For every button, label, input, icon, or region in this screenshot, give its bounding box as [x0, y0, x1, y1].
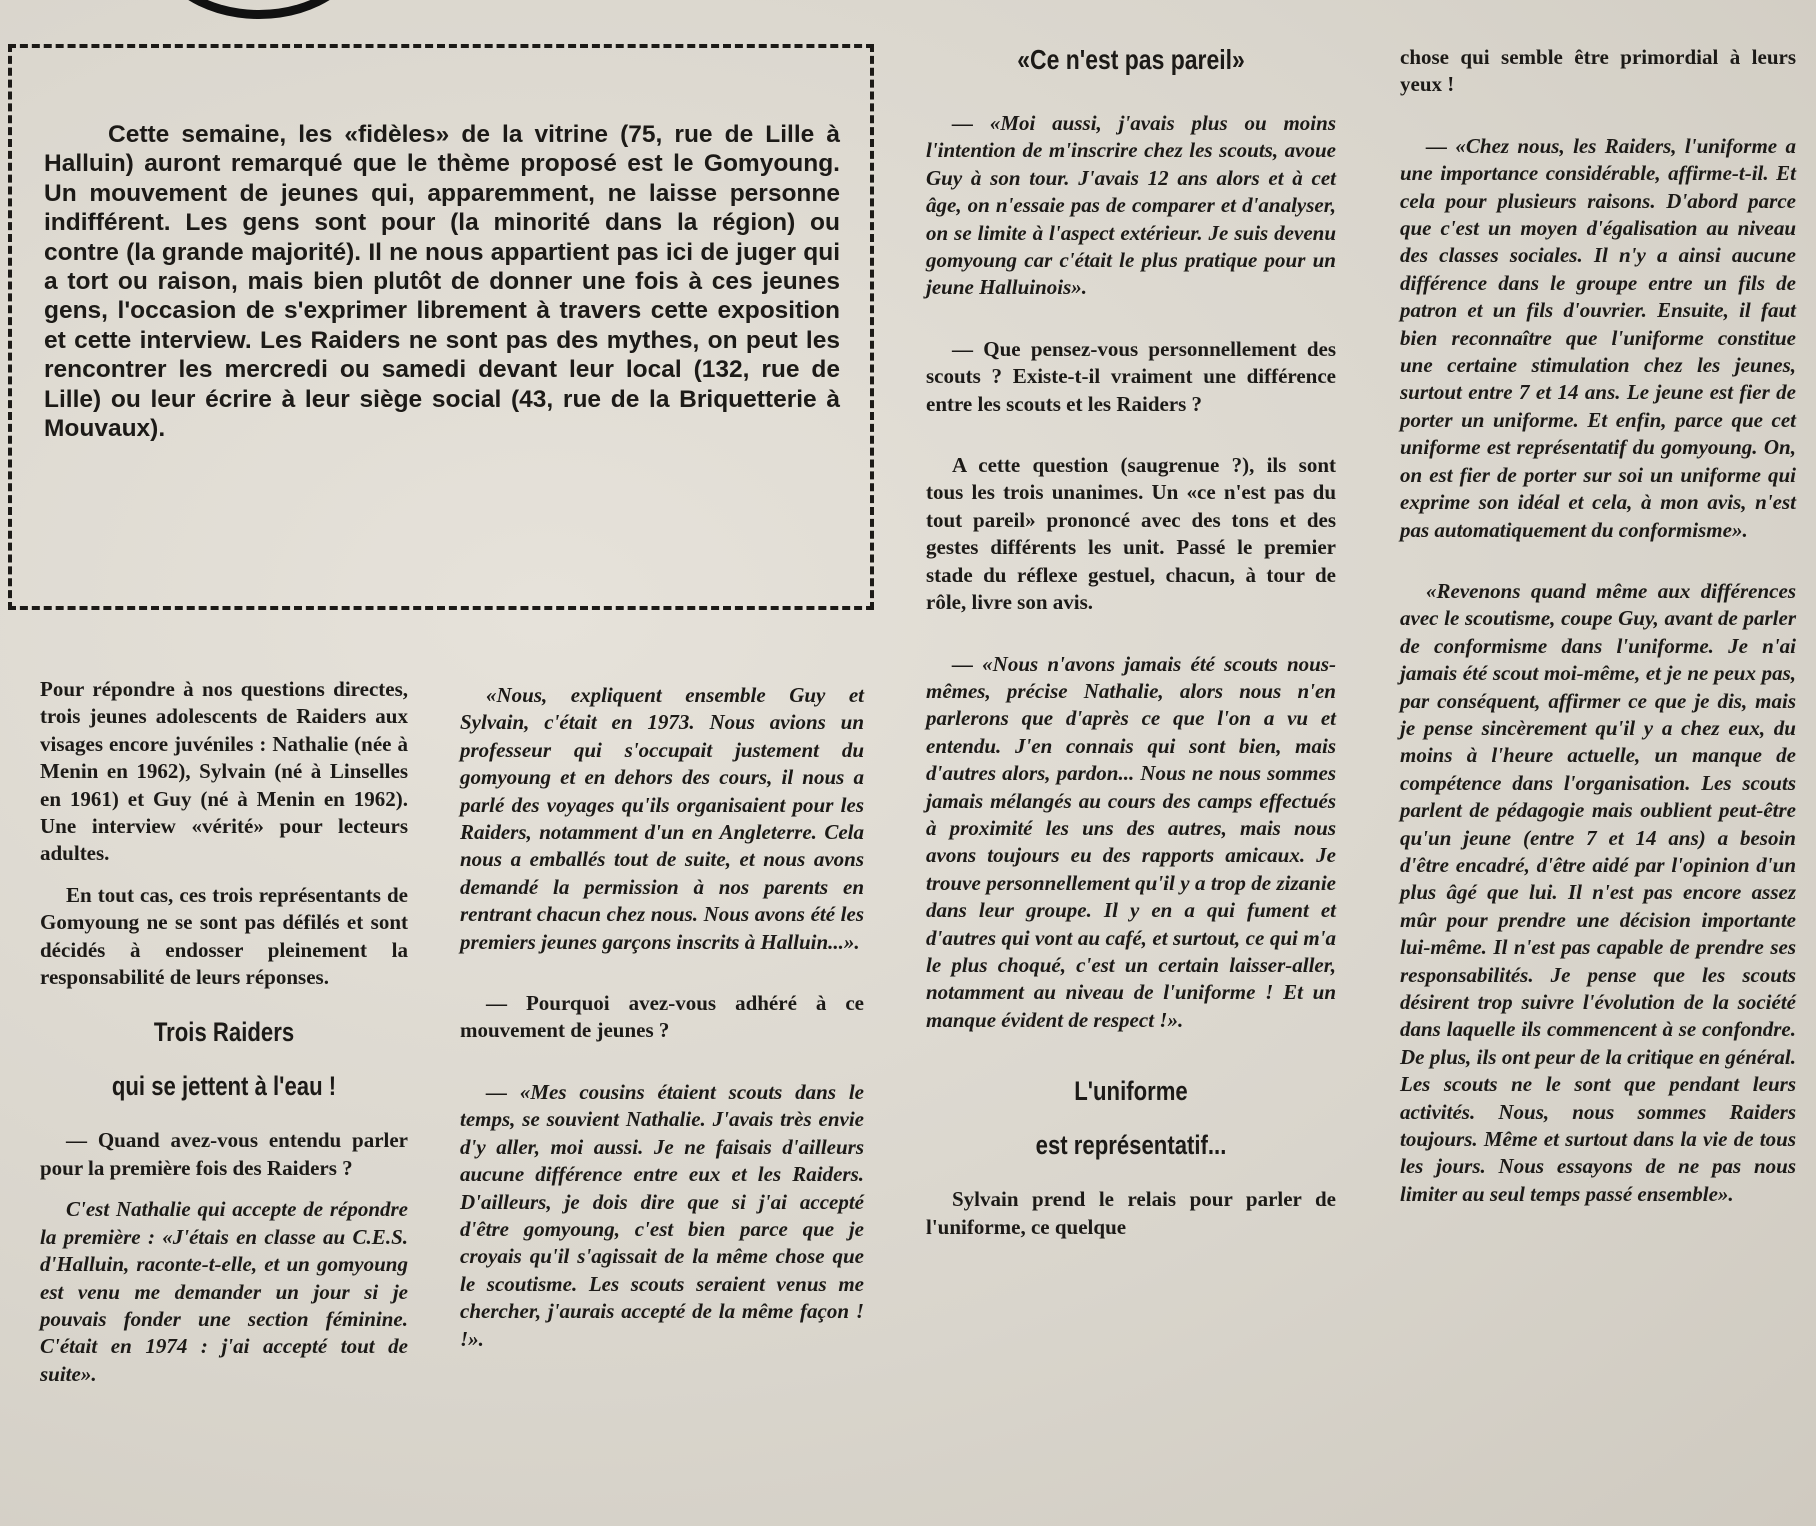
col4-paragraph-0: chose qui semble être primordial à leurs yeux !: [1400, 45, 1796, 97]
col3-question-3: — Que pensez-vous personnellement des scouts ? Existe-t-il vraiment une différence entre les scouts et les Raiders ?: [926, 336, 1336, 416]
col3-heading-2-line-2: est représentatif...: [1035, 1130, 1227, 1161]
col3-paragraph-4: Sylvain prend le relais pour parler de l'uniforme, ce quelque: [926, 1187, 1336, 1239]
column-2: [460, 682, 864, 1367]
col2-paragraph-1: «Nous, expliquent ensemble Guy et Sylvain, c'était en 1973. Nous avions un professeur qui s'occupait justement du gomyoung et en dehors des cours, il nous a parlé des voyages qu'ils organisaient pour les Raiders, notamment d'un en Angleterre. Cela nous a emballés tout de suite, et nous avons demandé la permission à nos parents en rentrant chacun chez nous. Nous avons été les premiers jeunes garçons inscrits à Halluin...».: [460, 683, 864, 954]
col3-heading-2-line-1: L'uniforme: [1074, 1076, 1188, 1107]
intro-paragraph: Cette semaine, les «fidèles» de la vitrine (75, rue de Lille à Halluin) auront remarqué que le thème proposé est le Gomyoung. Un mouvement de jeunes qui, apparemment, ne laisse personne indifférent. Les gens sont pour (la minorité dans la région) ou contre (la grande majorité). Il ne nous appartient pas ici de juger qui a tort ou raison, mais bien plutôt de donner une fois à ces jeunes gens, l'occasion de s'exprimer librement à travers cette exposition et cette interview. Les Raiders ne sont pas des mythes, on peut les rencontrer les mercredi ou samedi devant leur local (132, rue de Lille) ou leur écrire à leur siège social (43, rue de la Briquetterie à Mouvaux).: [44, 121, 840, 443]
col3-paragraph-2: A cette question (saugrenue ?), ils sont tous les trois unanimes. Un «ce n'est pas du tout pareil» prononcé avec des tons et des gestes différents les unit. Passé le premier stade du réflexe gestuel, chacun, à tour de rôle, livre son avis.: [926, 453, 1336, 615]
col3-paragraph-3: — «Nous n'avons jamais été scouts nous-mêmes, précise Nathalie, alors nous n'en parlerons que d'après ce que l'on a vu et entendu. J'en connais qui sont bien, mais d'autres alors, pardon... Nous ne nous sommes jamais mélangés au cours des camps effectués à proximité les uns des autres, mais nous avons toujours eu des rapports amicaux. Je trouve personnellement qu'il y a trop de zizanie dans leur groupe. Il y en a qui fument et d'autres qui vont au café, et surtout, ce qui m'a le plus choqué, c'est un certain laisser-aller, notamment au niveau de l'uniforme ! Et un manque évident de respect !».: [926, 651, 1336, 1032]
col2-paragraph-2: — «Mes cousins étaient scouts dans le temps, se souvient Nathalie. J'avais très envie d'y aller, moi aussi. Je ne faisais d'ailleurs aucune différence entre eux et les Raiders. D'ailleurs, je dois dire que si j'ai accepté d'être gomyoung, c'est bien parce que je croyais qu'il s'agissait de la même chose que le scoutisme. Les scouts seraient venus me chercher, j'aurais accepté de la même façon ! !».: [460, 1079, 864, 1351]
col1-paragraph-1: Pour répondre à nos questions directes, trois jeunes adolescents de Raiders aux visages encore juvéniles : Nathalie (née à Menin en 1962), Sylvain (né à Linselles en 1961) et Guy (né à Menin en 1962). Une interview «vérité» pour lecteurs adultes.: [40, 677, 408, 866]
column-1: [40, 676, 408, 1402]
col4-paragraph-1: — «Chez nous, les Raiders, l'uniforme a une importance considérable, affirme-t-il. Et cela pour plusieurs raisons. D'abord parce que c'est un moyen d'égalisation au niveau des classes sociales. Il n'y a ainsi aucune différence dans le groupe entre un fils de patron et un fils d'ouvrier. Ensuite, il faut bien reconnaître que l'uniforme constitue une certaine stimulation chez les jeunes, surtout entre 7 et 14 ans. Le jeune est fier de porter un uniforme. Et enfin, parce que cet uniforme est représentatif du gomyoung. On, on est fier de porter sur soi un uniforme qui exprime son idéal et cela, à mon avis, n'est pas automatiquement du conformisme».: [1400, 133, 1796, 542]
col3-heading: «Ce n'est pas pareil»: [1017, 44, 1245, 75]
col1-heading: [73, 1005, 375, 1113]
col3-paragraph-1: — «Moi aussi, j'avais plus ou moins l'intention de m'inscrire chez les scouts, avoue Guy à son tour. J'avais 12 ans alors et à cet âge, on n'essaie pas de comparer et d'analyser, on se limite à l'aspect extérieur. Je suis devenu gomyoung car c'était le plus pratique pour un jeune Halluinois».: [926, 111, 1336, 300]
col1-paragraph-2: En tout cas, ces trois représentants de Gomyoung ne se sont pas défilés et sont décidés à endosser pleinement la responsabilité de leurs réponses.: [40, 882, 408, 990]
column-4: [1400, 44, 1796, 1222]
header-circle-graphic: [150, 0, 368, 19]
column-3: [926, 110, 1336, 1255]
col1-heading-line-1: Trois Raiders: [153, 1017, 295, 1048]
col1-question-1: — Quand avez-vous entendu parler pour la première fois des Raiders ?: [40, 1128, 408, 1180]
col1-heading-line-2: qui se jettent à l'eau !: [111, 1071, 337, 1102]
col4-paragraph-2: «Revenons quand même aux différences avec le scoutisme, coupe Guy, avant de parler de conformisme dans l'uniforme. Je n'ai jamais été scout moi-même, et je ne peux pas, par conséquent, affirmer ce que je dis, mais je pense sincèrement qu'il y a chez eux, du moins à l'heure actuelle, un manque de compétence dans l'organisation. Les scouts parlent de pédagogie mais oublient peut-être qu'un jeune (entre 7 et 14 ans) a besoin d'être encadré, d'être aidé par l'opinion d'un plus âgé que lui. Il n'est pas encore assez mûr pour prendre une décision importante lui-même. Il n'est pas capable de prendre ses responsabilités. Je pense que les scouts désirent trop suivre l'évolution de la société dans laquelle ils commencent à se confondre. De plus, ils ont peur de la critique en général. Les scouts ne le sont que pendant leurs activités. Nous, nous sommes Raiders toujours. Même et surtout dans la vie de tous les jours. Nous essayons de ne pas nous limiter au seul temps passé ensemble».: [1400, 578, 1796, 1206]
col3-heading-2: [963, 1064, 1299, 1172]
col1-paragraph-3: C'est Nathalie qui accepte de répondre la première : «J'étais en classe au C.E.S. d'Halluin, raconte-t-elle, et un gomyoung est venu me demander un jour si je pouvais fonder une section féminine. C'était en 1974 : j'ai accepté tout de suite».: [40, 1197, 408, 1386]
col2-question-2: — Pourquoi avez-vous adhéré à ce mouvement de jeunes ?: [460, 991, 864, 1043]
